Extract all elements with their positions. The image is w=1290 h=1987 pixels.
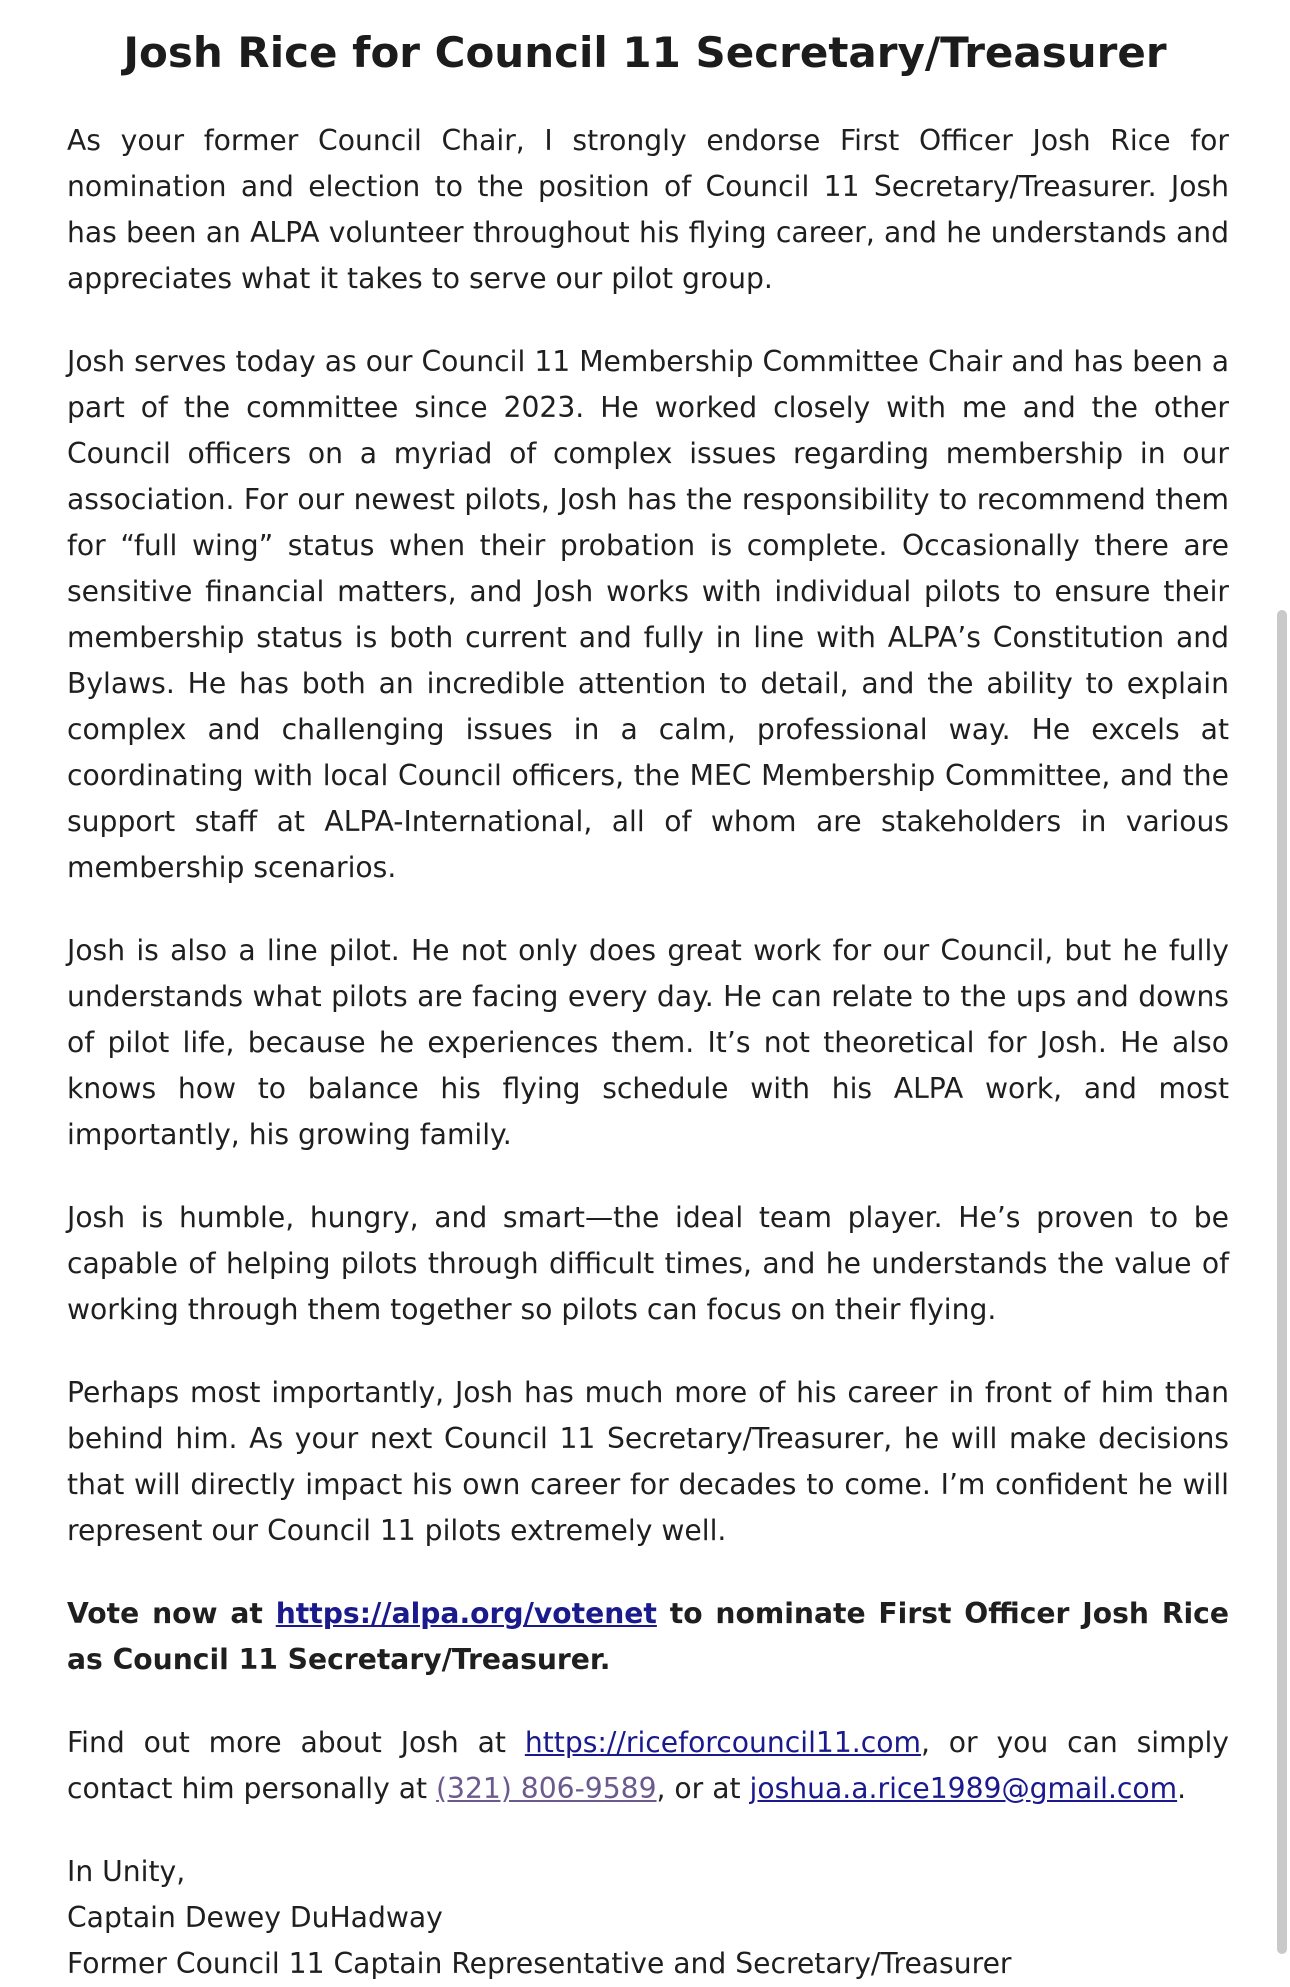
- paragraph-membership-role: Josh serves today as our Council 11 Membership Committee Chair and has been a part of the committee since 2023. He worked closely with me and the other Council officers on a myriad of complex issues regarding membership in our association. For our newest pilots, Josh has the responsibility to recommend them for “full wing” status when their probation is complete. Occasionally there are sensitive financial matters, and Josh works with individual pilots to ensure their membership status is both current and fully in line with ALPA’s Constitution and Bylaws. He has both an incredible attention to detail, and the ability to explain complex and challenging issues in a calm, professional way. He excels at coordinating with local Council officers, the MEC Membership Committee, and the support staff at ALPA-International, all of whom are stakeholders in various membership scenarios.: [67, 345, 1229, 884]
- page-title: Josh Rice for Council 11 Secretary/Treasurer: [123, 28, 1167, 77]
- contact-or-at: , or at: [656, 1772, 750, 1805]
- vertical-scrollbar[interactable]: [1277, 610, 1287, 1954]
- paragraph-team-player: Josh is humble, hungry, and smart—the ideal team player. He’s proven to be capable of helping pilots through difficult times, and he understands the value of working through them together so pilots can focus on their flying.: [67, 1201, 1229, 1326]
- letter-body: [67, 118, 1229, 1987]
- signoff-closing: In Unity,: [67, 1855, 186, 1888]
- contact-middle: , or you can simply contact him personally at: [67, 1726, 1229, 1805]
- phone-link[interactable]: (321) 806-9589: [436, 1772, 657, 1805]
- vote-suffix: to nominate First Officer Josh Rice as Council 11 Secretary/Treasurer.: [67, 1597, 1230, 1676]
- votenet-link[interactable]: https://alpa.org/votenet: [275, 1597, 657, 1630]
- email-link[interactable]: joshua.a.rice1989@gmail.com: [749, 1772, 1178, 1805]
- paragraph-line-pilot: Josh is also a line pilot. He not only does great work for our Council, but he fully understands what pilots are facing every day. He can relate to the ups and downs of pilot life, because he experiences them. It’s not theoretical for Josh. He also knows how to balance his flying schedule with his ALPA work, and most importantly, his growing family.: [67, 934, 1229, 1151]
- vote-callout: [67, 1591, 1229, 1683]
- paragraph-career: Perhaps most importantly, Josh has much more of his career in front of him than behind him. As your next Council 11 Secretary/Treasurer, he will make decisions that will directly impact his own career for decades to come. I’m confident he will represent our Council 11 pilots extremely well.: [67, 1376, 1229, 1547]
- contact-prefix: Find out more about Josh at: [67, 1726, 525, 1759]
- signoff-block: [67, 1849, 1229, 1987]
- signoff-position: Former Council 11 Captain Representative and Secretary/Treasurer: [67, 1947, 1012, 1980]
- website-link[interactable]: https://riceforcouncil11.com: [524, 1726, 921, 1759]
- signoff-name: Captain Dewey DuHadway: [67, 1901, 443, 1934]
- contact-paragraph: [67, 1720, 1229, 1812]
- contact-end: .: [1177, 1772, 1187, 1805]
- paragraph-endorsement: As your former Council Chair, I strongly endorse First Officer Josh Rice for nomination and election to the position of Council 11 Secretary/Treasurer. Josh has been an ALPA volunteer throughout his flying career, and he understands and appreciates what it takes to serve our pilot group.: [67, 124, 1229, 295]
- vote-prefix: Vote now at: [67, 1597, 276, 1630]
